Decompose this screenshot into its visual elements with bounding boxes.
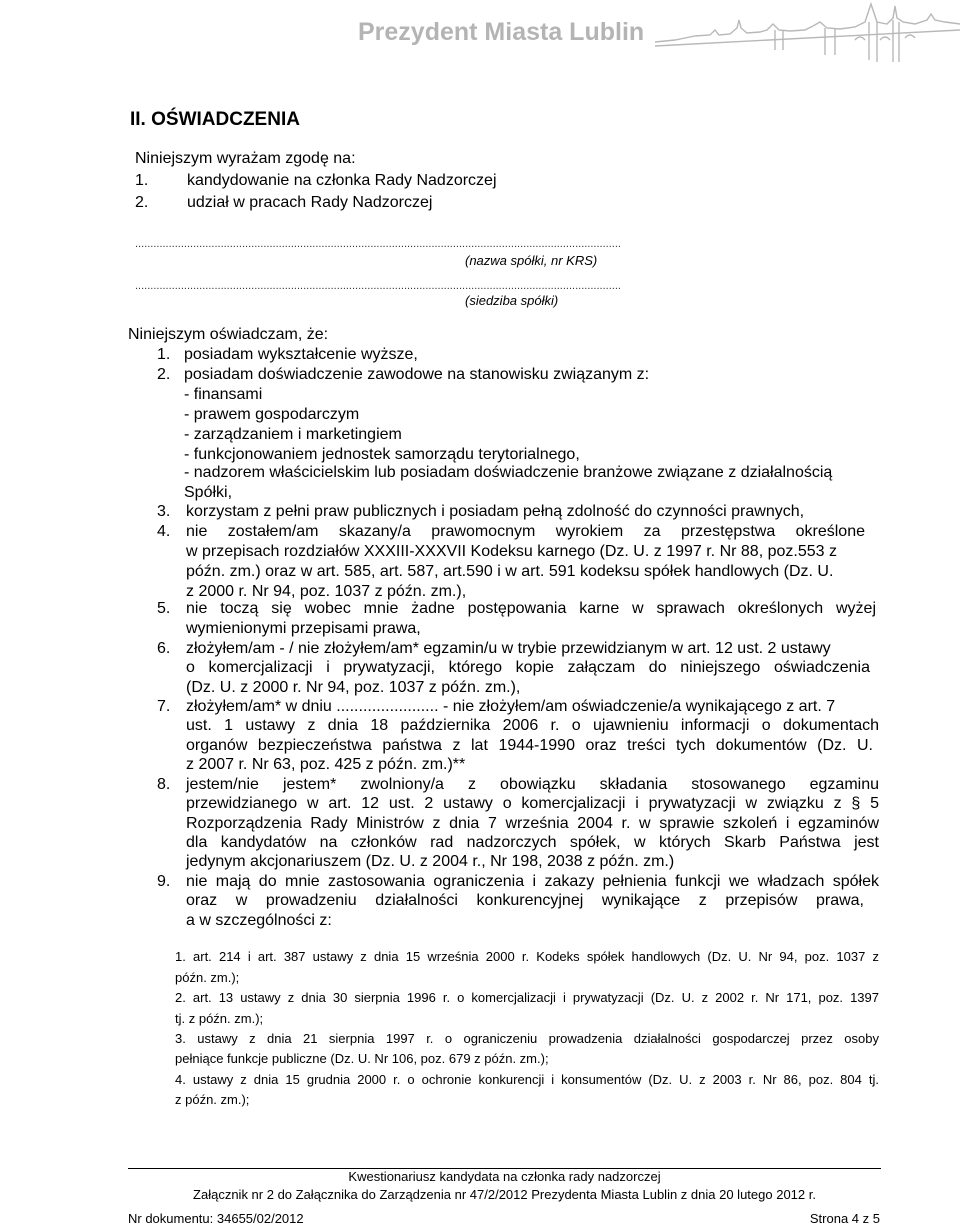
declaration-item-4-line-4: z 2000 r. Nr 94, poz. 1037 z późn. zm.), [186, 583, 467, 600]
footnote-4-line-2: z późn. zm.); [175, 1092, 250, 1107]
subitem-supervision-cont: Spółki, [184, 484, 233, 501]
declaration-item-8-line-3: Rozporządzenia Rady Ministrów z dnia 7 września 2004 r. w sprawie szkoleń i egzaminów [186, 815, 879, 832]
declaration-item-7-number: 7. [157, 698, 171, 715]
subitem-supervision: - nadzorem właścicielskim lub posiadam doświadczenie branżowe związane z działalnością [184, 464, 833, 481]
declaration-item-6-line-1: złożyłem/am - / nie złożyłem/am* egzamin/u w trybie przewidzianym w art. 12 ust. 2 ustawy [186, 640, 831, 657]
footer-document-number: Nr dokumentu: 34655/02/2012 [128, 1211, 304, 1226]
footnote-2-line-2: tj. z późn. zm.); [175, 1011, 264, 1026]
footer-attachment-note: Załącznik nr 2 do Załącznika do Zarządzenia nr 47/2/2012 Prezydenta Miasta Lublin z dnia 20 lutego 2012 r. [193, 1187, 816, 1202]
subitem-finance: - finansami [184, 386, 263, 403]
subitem-local-government: - funkcjonowaniem jednostek samorządu terytorialnego, [184, 446, 580, 463]
subitem-commercial-law: - prawem gospodarczym [184, 406, 360, 423]
declaration-item-9-line-3: a w szczególności z: [186, 912, 332, 929]
subitem-management: - zarządzaniem i marketingiem [184, 426, 402, 443]
declaration-item-8-number: 8. [157, 776, 171, 793]
declaration-item-9-number: 9. [157, 873, 171, 890]
company-seat-caption: (siedziba spółki) [465, 293, 559, 308]
footnote-1-line-1: 1. art. 214 i art. 387 ustawy z dnia 15 września 2000 r. Kodeks spółek handlowych (Dz. U. Nr 94, poz. 1037 z [175, 949, 879, 964]
declaration-item-3-number: 3. [157, 503, 171, 520]
declaration-item-5-line-1: nie toczą się wobec mnie żadne postępowania karne w sprawach określonych wyżej [186, 600, 876, 617]
declaration-item-8-line-4: dla kandydatów na członków rad nadzorczych spółek, w których Skarb Państwa jest [186, 834, 879, 851]
footnote-2-line-1: 2. art. 13 ustawy z dnia 30 sierpnia 1996 r. o komercjalizacji i prywatyzacji (Dz. U. z 2002 r. Nr 171, poz. 1397 [175, 990, 879, 1005]
declaration-item-7-line-3: organów bezpieczeństwa państwa z lat 1944-1990 oraz treści tych dokumentów (Dz. U. [186, 737, 873, 754]
consent-item-2-number: 2. [135, 194, 149, 211]
declaration-item-2-number: 2. [157, 366, 171, 383]
consent-item-1-number: 1. [135, 172, 149, 189]
declaration-item-7-line-4: z 2007 r. Nr 63, poz. 425 z późn. zm.)** [186, 756, 466, 773]
declaration-item-7-line-2: ust. 1 ustawy z dnia 18 października 2006 r. o ujawnieniu informacji o dokumentach [186, 717, 879, 734]
declaration-item-4-number: 4. [157, 523, 171, 540]
company-name-field[interactable]: ............................................................................................................................................................... [135, 238, 621, 250]
declaration-item-8-line-2: przewidzianego w art. 12 ust. 2 ustawy o komercjalizacji i prywatyzacji w związku z § 5 [186, 795, 879, 812]
declaration-item-8-line-1: jestem/nie jestem* zwolniony/a z obowiązku składania stosowanego egzaminu [186, 776, 879, 793]
consent-intro: Niniejszym wyrażam zgodę na: [135, 150, 356, 167]
footer-form-title: Kwestionariusz kandydata na członka rady nadzorczej [348, 1169, 661, 1184]
footer-page-number: Strona 4 z 5 [809, 1211, 880, 1226]
footnote-3-line-1: 3. ustawy z dnia 21 sierpnia 1997 r. o ograniczeniu prowadzenia działalności gospodarczej przez osoby [175, 1031, 879, 1046]
declaration-item-4-line-1: nie zostałem/am skazany/a prawomocnym wyrokiem za przestępstwa określone [186, 523, 865, 540]
header-title: Prezydent Miasta Lublin [358, 18, 645, 46]
declaration-item-5-number: 5. [157, 600, 171, 617]
declaration-item-1-text: posiadam wykształcenie wyższe, [184, 346, 418, 363]
declaration-item-2-text: posiadam doświadczenie zawodowe na stanowisku związanym z: [184, 366, 650, 383]
declaration-item-8-line-5: jedynym akcjonariuszem (Dz. U. z 2004 r., Nr 198, 2038 z późn. zm.) [186, 853, 675, 870]
footnote-4-line-1: 4. ustawy z dnia 15 grudnia 2000 r. o ochronie konkurencji i konsumentów (Dz. U. z 2003 r. Nr 86, poz. 804 tj. [175, 1072, 879, 1087]
company-seat-field[interactable]: ............................................................................................................................................................... [135, 280, 621, 292]
declaration-item-4-line-3: późn. zm.) oraz w art. 585, art. 587, art.590 i w art. 591 kodeksu spółek handlowych (Dz. U. [186, 563, 834, 580]
declaration-item-6-number: 6. [157, 640, 171, 657]
section-title: II. OŚWIADCZENIA [130, 109, 300, 130]
declaration-item-9-line-2: oraz w prowadzeniu działalności konkurencyjnej wynikające z przepisów prawa, [186, 892, 864, 909]
lublin-skyline-icon [655, 0, 960, 80]
consent-item-2-text: udział w pracach Rady Nadzorczej [187, 194, 433, 211]
declaration-item-9-line-1: nie mają do mnie zastosowania ograniczenia i zakazy pełnienia funkcji we władzach spółek [186, 873, 879, 890]
declaration-item-1-number: 1. [157, 346, 171, 363]
footnote-1-line-2: późn. zm.); [175, 970, 240, 985]
declaration-intro: Niniejszym oświadczam, że: [128, 326, 329, 343]
consent-item-1-text: kandydowanie na członka Rady Nadzorczej [187, 172, 497, 189]
footnote-3-line-2: pełniące funkcje publiczne (Dz. U. Nr 106, poz. 679 z późn. zm.); [175, 1051, 549, 1066]
declaration-item-4-line-2: w przepisach rozdziałów XXXIII-XXXVII Kodeksu karnego (Dz. U. z 1997 r. Nr 88, poz.553 z [186, 543, 837, 560]
declaration-item-6-line-2: o komercjalizacji i prywatyzacji, którego kopie załączam do niniejszego oświadczenia [186, 659, 870, 676]
declaration-item-3-line-1: korzystam z pełni praw publicznych i posiadam pełną zdolność do czynności prawnych, [186, 503, 805, 520]
declaration-item-7-line-1: złożyłem/am* w dniu ....................... - nie złożyłem/am oświadczenie/a wynikającego z art. 7 [186, 698, 836, 715]
company-name-caption: (nazwa spółki, nr KRS) [465, 253, 598, 268]
declaration-item-6-line-3: (Dz. U. z 2000 r. Nr 94, poz. 1037 z późn. zm.), [186, 679, 521, 696]
declaration-item-5-line-2: wymienionymi przepisami prawa, [186, 620, 421, 637]
